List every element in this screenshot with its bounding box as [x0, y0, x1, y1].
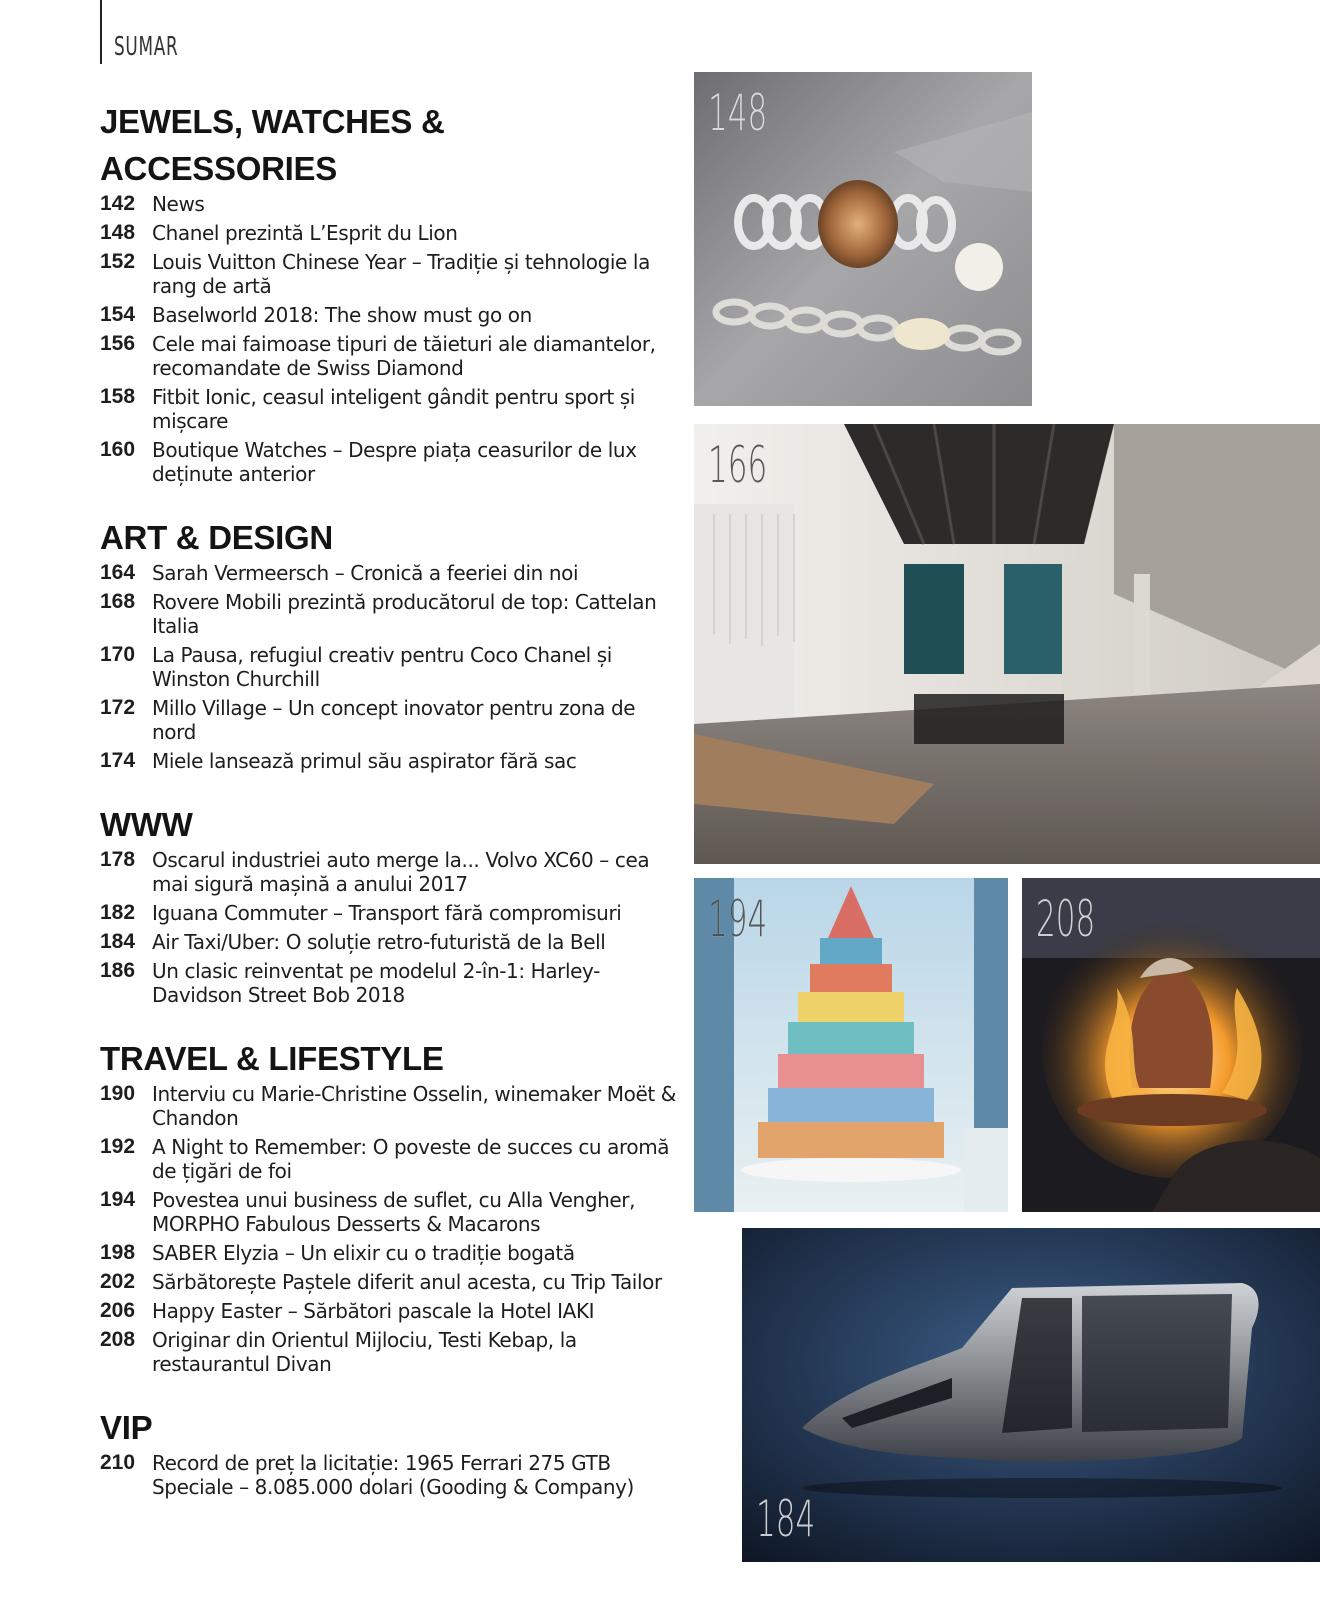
- entry-page-number: 170: [100, 643, 136, 666]
- entry-page-number: 142: [100, 192, 136, 215]
- entry-title: Air Taxi/Uber: O soluție retro-futuristă de la Bell: [152, 930, 606, 954]
- entry-page-number: 148: [100, 221, 136, 244]
- section-title: VIP: [100, 1409, 153, 1446]
- entry-title: A Night to Remember: O poveste de succes cu aromă de țigări de foi: [152, 1135, 670, 1183]
- entry-page-number: 210: [100, 1451, 136, 1474]
- entry-page-number: 178: [100, 848, 136, 871]
- toc-entry[interactable]: [100, 221, 680, 245]
- entry-page-number: 202: [100, 1270, 136, 1293]
- toc-entry[interactable]: [100, 1328, 680, 1376]
- entry-title: Oscarul industriei auto merge la... Volvo XC60 – cea mai sigură mașină a anului 2017: [152, 848, 650, 896]
- entry-page-number: 156: [100, 332, 136, 355]
- toc-entry[interactable]: [100, 696, 680, 744]
- photo-page-number: 194: [708, 890, 768, 948]
- air-taxi-image: [742, 1228, 1320, 1562]
- toc-entry[interactable]: [100, 1082, 680, 1130]
- toc-entry[interactable]: [100, 250, 680, 298]
- entry-title: News: [152, 192, 205, 216]
- interior-design-image: [694, 424, 1320, 864]
- jewellery-bracelet-photo[interactable]: [694, 72, 1032, 406]
- entry-title: Louis Vuitton Chinese Year – Tradiție și tehnologie la rang de artă: [152, 250, 650, 298]
- section-art-design: [100, 514, 680, 773]
- entry-title: Povestea unui business de suflet, cu Alla Vengher, MORPHO Fabulous Desserts & Macarons: [152, 1188, 636, 1236]
- toc-entry[interactable]: [100, 1299, 680, 1323]
- header-rule: [100, 0, 102, 64]
- toc-entry[interactable]: [100, 438, 680, 486]
- entry-title: Sărbătorește Paștele diferit anul acesta, cu Trip Tailor: [152, 1270, 662, 1294]
- entry-page-number: 182: [100, 901, 136, 924]
- toc-entry[interactable]: [100, 1135, 680, 1183]
- entry-page-number: 152: [100, 250, 136, 273]
- entry-page-number: 198: [100, 1241, 136, 1264]
- entry-page-number: 160: [100, 438, 136, 461]
- entry-title: Sarah Vermeersch – Cronică a feeriei din noi: [152, 561, 579, 585]
- flaming-kebab-photo[interactable]: [1022, 878, 1320, 1212]
- entry-page-number: 158: [100, 385, 136, 408]
- entry-page-number: 186: [100, 959, 136, 982]
- entry-title: Iguana Commuter – Transport fără compromisuri: [152, 901, 622, 925]
- air-taxi-photo[interactable]: [742, 1228, 1320, 1562]
- entry-page-number: 172: [100, 696, 136, 719]
- toc-entry[interactable]: [100, 930, 680, 954]
- toc-entry[interactable]: [100, 643, 680, 691]
- toc-entry[interactable]: [100, 1241, 680, 1265]
- entry-title: Record de preț la licitație: 1965 Ferrari 275 GTB Speciale – 8.085.000 dolari (Gooding & Company): [152, 1451, 634, 1499]
- photo-page-number: 166: [708, 436, 768, 494]
- toc-entry[interactable]: [100, 1270, 680, 1294]
- section-www: [100, 801, 680, 1007]
- macaron-tower-photo[interactable]: [694, 878, 1008, 1212]
- section-vip: [100, 1404, 680, 1499]
- toc-entry[interactable]: [100, 303, 680, 327]
- toc-entry[interactable]: [100, 749, 680, 773]
- toc-entry[interactable]: [100, 561, 680, 585]
- entry-title: Boutique Watches – Despre piața ceasurilor de lux deținute anterior: [152, 438, 637, 486]
- entry-title: Cele mai faimoase tipuri de tăieturi ale diamantelor, recomandate de Swiss Diamond: [152, 332, 656, 380]
- entry-page-number: 208: [100, 1328, 136, 1351]
- entry-page-number: 190: [100, 1082, 136, 1105]
- toc-entry[interactable]: [100, 848, 680, 896]
- entry-title: La Pausa, refugiul creativ pentru Coco Chanel și Winston Churchill: [152, 643, 612, 691]
- entry-page-number: 174: [100, 749, 136, 772]
- entry-title: Chanel prezintă L’Esprit du Lion: [152, 221, 458, 245]
- entry-title: SABER Elyzia – Un elixir cu o tradiție bogată: [152, 1241, 575, 1265]
- toc-entry[interactable]: [100, 959, 680, 1007]
- entry-page-number: 184: [100, 930, 136, 953]
- entry-title: Miele lansează primul său aspirator fără sac: [152, 749, 577, 773]
- section-title-line: ACCESSORIES: [100, 150, 337, 187]
- entry-page-number: 154: [100, 303, 136, 326]
- toc-entry[interactable]: [100, 1188, 680, 1236]
- entry-page-number: 194: [100, 1188, 136, 1211]
- entry-title: Baselworld 2018: The show must go on: [152, 303, 532, 327]
- photo-page-number: 208: [1036, 890, 1096, 948]
- table-of-contents: [100, 98, 680, 1527]
- entry-title: Millo Village – Un concept inovator pentru zona de nord: [152, 696, 636, 744]
- toc-entry[interactable]: [100, 1451, 680, 1499]
- photo-page-number: 148: [708, 84, 768, 142]
- entry-title: Interviu cu Marie-Christine Osselin, winemaker Moët & Chandon: [152, 1082, 676, 1130]
- page-section-label: SUMAR: [114, 32, 179, 62]
- interior-design-photo[interactable]: [694, 424, 1320, 864]
- toc-entry[interactable]: [100, 385, 680, 433]
- entry-title: Originar din Orientul Mijlociu, Testi Kebap, la restaurantul Divan: [152, 1328, 577, 1376]
- entry-page-number: 164: [100, 561, 136, 584]
- entry-page-number: 168: [100, 590, 136, 613]
- entry-title: Rovere Mobili prezintă producătorul de top: Cattelan Italia: [152, 590, 657, 638]
- entry-title: Fitbit Ionic, ceasul inteligent gândit pentru sport și mișcare: [152, 385, 635, 433]
- entry-title: Happy Easter – Sărbători pascale la Hotel IAKI: [152, 1299, 595, 1323]
- toc-entry[interactable]: [100, 590, 680, 638]
- section-title: [100, 98, 680, 192]
- section-title-line: JEWELS, WATCHES &: [100, 103, 445, 140]
- toc-entry[interactable]: [100, 901, 680, 925]
- toc-entry[interactable]: [100, 192, 680, 216]
- toc-entry[interactable]: [100, 332, 680, 380]
- entry-page-number: 192: [100, 1135, 136, 1158]
- entry-title: Un clasic reinventat pe modelul 2-în-1: Harley-Davidson Street Bob 2018: [152, 959, 600, 1007]
- entry-page-number: 206: [100, 1299, 136, 1322]
- section-title: WWW: [100, 806, 193, 843]
- photo-page-number: 184: [756, 1490, 816, 1548]
- section-title: TRAVEL & LIFESTYLE: [100, 1040, 444, 1077]
- section-title: ART & DESIGN: [100, 519, 333, 556]
- section-travel-lifestyle: [100, 1035, 680, 1376]
- section-jewels-watches: [100, 98, 680, 486]
